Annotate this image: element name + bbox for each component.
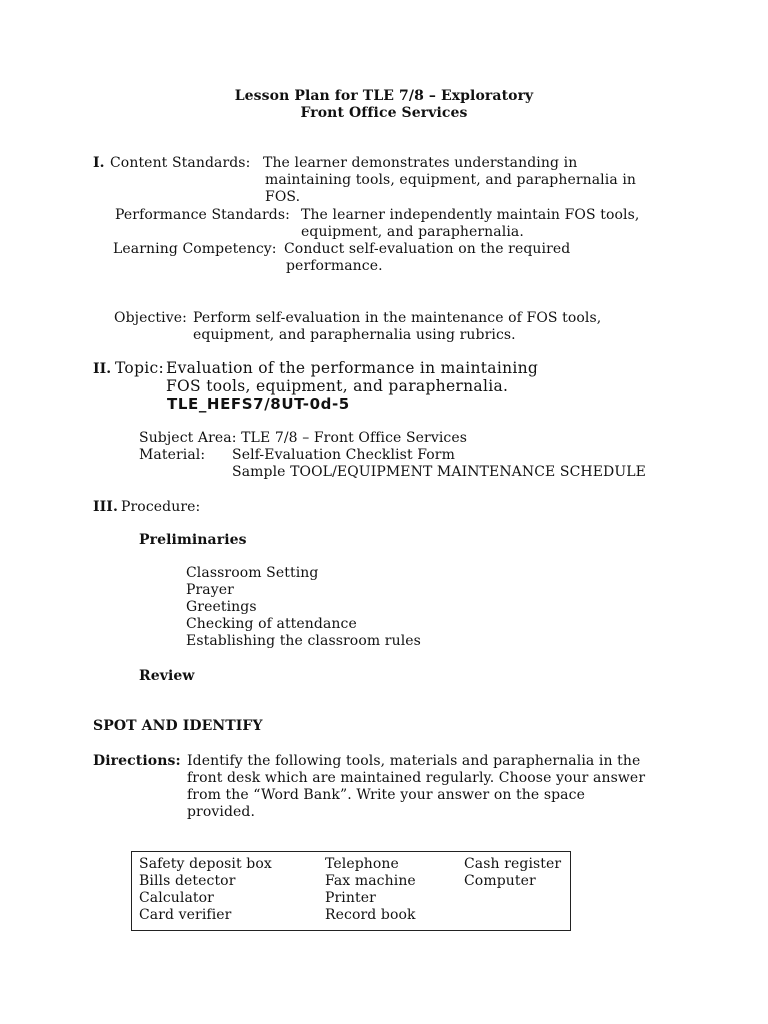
list-item: Greetings bbox=[186, 599, 257, 615]
procedure-label: Procedure: bbox=[121, 499, 201, 515]
objective-text: equipment, and paraphernalia using rubrics. bbox=[193, 327, 516, 343]
word-bank-item: Record book bbox=[325, 907, 416, 923]
topic-text: FOS tools, equipment, and paraphernalia. bbox=[166, 377, 509, 395]
objective-label: Objective: bbox=[114, 310, 187, 326]
directions-text: Identify the following tools, materials and paraphernalia in the bbox=[187, 753, 641, 769]
word-bank-item: Telephone bbox=[325, 856, 399, 872]
performance-standards-label: Performance Standards: bbox=[115, 207, 290, 223]
directions-text: front desk which are maintained regularly. Choose your answer bbox=[187, 770, 646, 786]
list-item: Establishing the classroom rules bbox=[186, 633, 421, 649]
learning-competency-text: performance. bbox=[286, 258, 383, 274]
performance-standards-text: equipment, and paraphernalia. bbox=[301, 224, 524, 240]
material-item: Self-Evaluation Checklist Form bbox=[232, 447, 455, 463]
learning-competency-label: Learning Competency: bbox=[113, 241, 277, 257]
title-line-1: Lesson Plan for TLE 7/8 – Exploratory bbox=[234, 88, 534, 104]
section-1-numeral: I. bbox=[93, 155, 105, 171]
word-bank-item: Printer bbox=[325, 890, 376, 906]
word-bank-item: Bills detector bbox=[139, 873, 236, 889]
spot-identify-heading: SPOT AND IDENTIFY bbox=[93, 718, 263, 734]
topic-text: Evaluation of the performance in maintaining bbox=[166, 359, 539, 377]
word-bank-item: Safety deposit box bbox=[139, 856, 272, 872]
word-bank-item: Cash register bbox=[464, 856, 562, 872]
list-item: Classroom Setting bbox=[186, 565, 319, 581]
learning-competency-text: Conduct self-evaluation on the required bbox=[284, 241, 571, 257]
word-bank-item: Calculator bbox=[139, 890, 214, 906]
content-standards-label: Content Standards: bbox=[110, 155, 251, 171]
directions-text: from the “Word Bank”. Write your answer on the space bbox=[187, 787, 585, 803]
directions-label: Directions: bbox=[93, 753, 181, 769]
objective-text: Perform self-evaluation in the maintenance of FOS tools, bbox=[193, 310, 602, 326]
performance-standards-text: The learner independently maintain FOS tools, bbox=[301, 207, 640, 223]
competency-code: TLE_HEFS7/8UT-0d-5 bbox=[167, 395, 350, 413]
topic-label: Topic: bbox=[115, 359, 165, 377]
subject-area: Subject Area: TLE 7/8 – Front Office Services bbox=[139, 430, 468, 446]
directions-text: provided. bbox=[187, 804, 256, 820]
list-item: Checking of attendance bbox=[186, 616, 357, 632]
content-standards-text: FOS. bbox=[265, 189, 301, 205]
material-label: Material: bbox=[139, 447, 206, 463]
word-bank-item: Card verifier bbox=[139, 907, 232, 923]
material-item: Sample TOOL/EQUIPMENT MAINTENANCE SCHEDULE bbox=[232, 464, 646, 480]
word-bank-item: Computer bbox=[464, 873, 536, 889]
list-item: Prayer bbox=[186, 582, 234, 598]
word-bank-item: Fax machine bbox=[325, 873, 416, 889]
review-heading: Review bbox=[139, 668, 195, 684]
preliminaries-heading: Preliminaries bbox=[139, 532, 247, 548]
content-standards-text: maintaining tools, equipment, and paraphernalia in bbox=[265, 172, 637, 188]
content-standards-text: The learner demonstrates understanding in bbox=[263, 155, 578, 171]
title-line-2: Front Office Services bbox=[300, 105, 468, 121]
section-3-numeral: III. bbox=[93, 499, 118, 515]
section-2-numeral: II. bbox=[93, 361, 112, 377]
